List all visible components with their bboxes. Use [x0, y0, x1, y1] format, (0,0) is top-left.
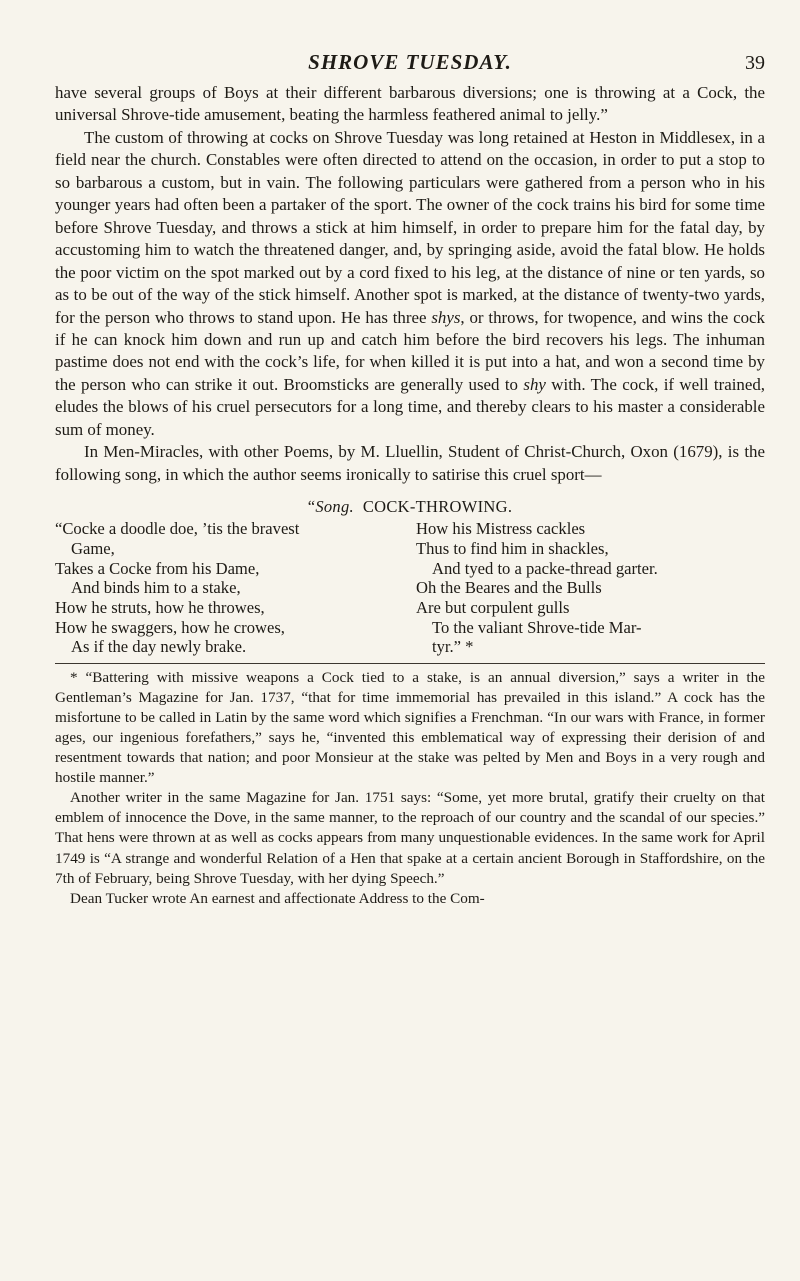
- song-title: COCK-THROWING.: [362, 497, 513, 517]
- verse-line: How his Mistress cackles: [416, 519, 586, 539]
- song-heading: [55, 496, 765, 518]
- paragraph-text: The custom of throwing at cocks on Shrove Tuesday was long retained at Heston in Middlesex, in a field near the church. Constables were often directed to attend on the occasion, in order to put a stop to so barbarous a custom, but in vain. The following particulars were gathered from a person who in his younger years had often been a partaker of the sport. The owner of the cock trains his bird for some time before Shrove Tuesday, and throws a stick at him himself, in order to prepare him for the fatal day, by accustoming him to watch the threatened danger, and, by springing aside, avoid the fatal blow. He holds the poor victim on the spot marked out by a cord fixed to his leg, at the distance of nine or ten yards, so as to be out of the way of the stick himself. Another spot is marked, at the distance of twenty-two yards, for the person who throws to stand upon. He has three: [55, 127, 765, 327]
- footnote: [55, 668, 765, 909]
- body-text: [55, 82, 765, 486]
- footnote-divider: [55, 663, 765, 664]
- paragraph-text: In Men-Miracles, with other Poems, by M. Lluellin, Student of Christ-Church, Oxon (1679), is the following song, in which the author seems ironically to satirise this cruel sport—: [55, 442, 765, 484]
- paragraph-heston-custom: [55, 127, 765, 441]
- verse-column-left: [55, 519, 404, 657]
- verse-line: As if the day newly brake.: [71, 637, 247, 657]
- paragraph-text: , or throws, for twopence, and wins the cock if he can knock him down and run up and catch him before the bird recovers his legs. The inhuman pastime does not end with the cock’s life, for when killed it is put into a hat, and won a second time by the person who can strike it out. Broomsticks are generally used to: [55, 307, 765, 394]
- verse-line: To the valiant Shrove-tide Mar-: [432, 617, 642, 637]
- verse-line: tyr.” *: [432, 637, 474, 657]
- italic-term: shy: [523, 374, 546, 394]
- song-label: Song.: [315, 497, 354, 517]
- verse-line: Thus to find him in shackles,: [416, 538, 609, 558]
- verse-line: How he swaggers, how he crowes,: [55, 617, 285, 637]
- song-verse: [55, 519, 765, 657]
- verse-line: And tyed to a packe-thread garter.: [432, 558, 658, 578]
- paragraph-text: with. The cock, if well trained, eludes the blows of his cruel persecutors for a long time, and thereby clears to his master a considerable sum of money.: [55, 374, 766, 439]
- italic-term: shys: [431, 307, 461, 327]
- book-page: [55, 44, 765, 909]
- paragraph-text: have several groups of Boys at their different barbarous diversions; one is throwing at a Cock, the universal Shrove-tide amusement, beating the harmless feathered animal to jelly.”: [55, 83, 765, 125]
- verse-line: “Cocke a doodle doe, ’tis the bravest: [55, 519, 300, 539]
- verse-column-right: [416, 519, 765, 657]
- verse-line: Are but corpulent gulls: [416, 597, 570, 617]
- running-title: SHROVE TUESDAY.: [308, 50, 512, 74]
- footnote-paragraph: Dean Tucker wrote An earnest and affectionate Address to the Com-: [70, 889, 485, 907]
- footnote-paragraph: * “Battering with missive weapons a Cock tied to a stake, is an annual diversion,” says a writer in the Gentleman’s Magazine for Jan. 1737, “that for time immemorial has prevailed in this island.” A cock has the misfortune to be called in Latin by the same word which signifies a Frenchman. “In our wars with France, in former ages, our ingenious forefathers,” says he, “invented this emblematical way of expressing their derision of and resentment towards that nation; and poor Monsieur at the stake was pelted by Men and Boys in a very rough and hostile manner.”: [55, 669, 765, 787]
- paragraph-continued: [55, 82, 765, 127]
- verse-line: How he struts, how he throwes,: [55, 597, 265, 617]
- verse-line: Oh the Beares and the Bulls: [416, 578, 602, 598]
- verse-line: Game,: [71, 538, 115, 558]
- running-head: [55, 44, 765, 82]
- song-quote-mark: “: [307, 497, 316, 517]
- footnote-paragraph: Another writer in the same Magazine for Jan. 1751 says: “Some, yet more brutal, gratify their cruelty on that emblem of innocence the Dove, in the same manner, to the reproach of our country and the scandal of our species.” That hens were thrown at as well as cocks appears from many unquestionable evidences. In the same work for April 1749 is “A strange and wonderful Relation of a Hen that spake at a certain ancient Borough in Staffordshire, on the 7th of February, being Shrove Tuesday, with her dying Speech.”: [55, 789, 765, 887]
- paragraph-men-miracles: [55, 441, 765, 486]
- verse-line: And binds him to a stake,: [71, 578, 241, 598]
- page-number: 39: [745, 52, 765, 74]
- verse-line: Takes a Cocke from his Dame,: [55, 558, 260, 578]
